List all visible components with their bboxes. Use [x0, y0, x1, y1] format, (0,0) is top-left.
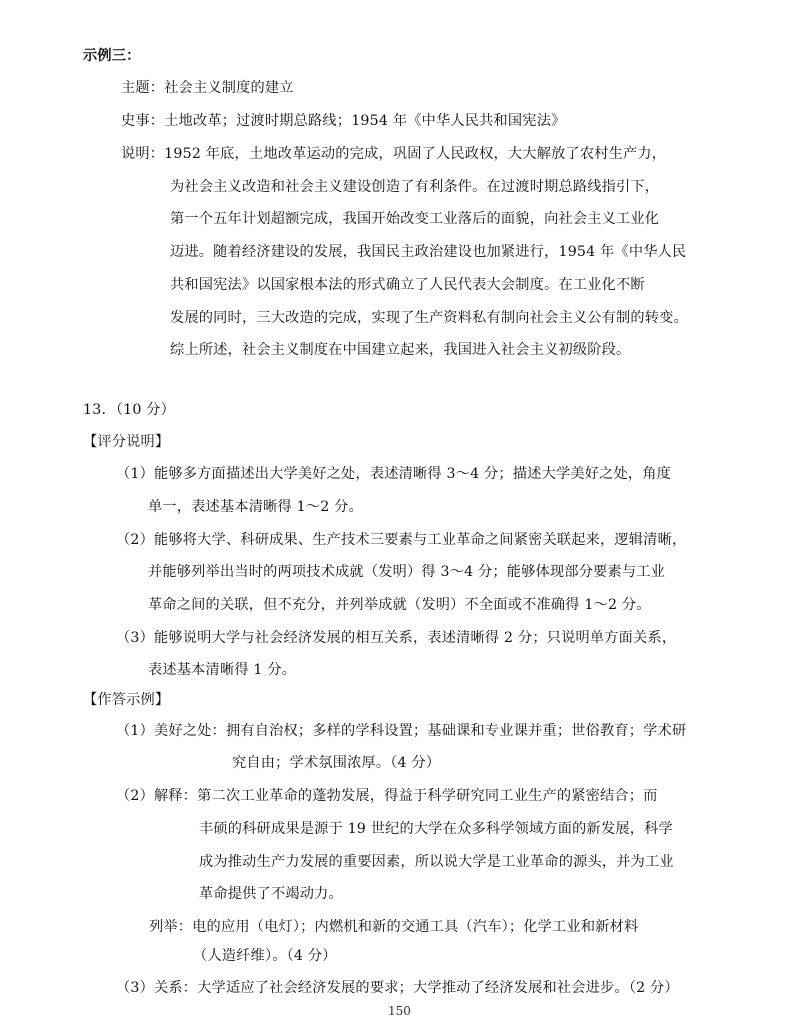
example3-explanation-line: 第一个五年计划超额完成，我国开始改变工业落后的面貌，向社会主义工业化 [170, 211, 660, 227]
scoring-line: 革命之间的关联，但不充分，并列举成就（发明）不全面或不准确得 1～2 分。 [148, 597, 651, 613]
answer-line: （人造纤维）。（4 分） [193, 948, 337, 964]
answer-line: （2）解释：第二次工业革命的蓬勃发展，得益于科学研究同工业生产的紧密结合；而 [116, 788, 658, 804]
question-number: 13．（10 分） [83, 402, 176, 418]
example3-explanation-line: 说明：1952 年底，土地改革运动的完成，巩固了人民政权，大大解放了农村生产力， [121, 146, 667, 162]
answer-line: 究自由；学术氛围浓厚。（4 分） [232, 755, 441, 771]
scoring-line: 表述基本清晰得 1 分。 [148, 662, 297, 678]
scoring-line: （2）能够将大学、科研成果、生产技术三要素与工业革命之间紧密关联起来，逻辑清晰， [116, 532, 687, 548]
scoring-line: （1）能够多方面描述出大学美好之处，表述清晰得 3～4 分；描述大学美好之处，角度 [116, 466, 672, 482]
scoring-line: 单一，表述基本清晰得 1～2 分。 [148, 499, 363, 515]
example3-theme: 主题：社会主义制度的建立 [121, 80, 294, 96]
scoring-line: （3）能够说明大学与社会经济发展的相互关系，表述清晰得 2 分；只说明单方面关系， [116, 630, 677, 646]
scoring-line: 并能够列举出当时的两项技术成就（发明）得 3～4 分；能够体现部分要素与工业 [148, 564, 666, 580]
example3-heading: 示例三： [83, 48, 141, 64]
answer-title: 【作答示例】 [83, 692, 170, 708]
example3-explanation-line: 综上所述，社会主义制度在中国建立起来，我国进入社会主义初级阶段。 [170, 342, 631, 358]
answer-line: 丰硕的科研成果是源于 19 世纪的大学在众多科学领域方面的新发展，科学 [199, 821, 673, 837]
answer-line: （1）美好之处：拥有自治权；多样的学科设置；基础课和专业课并重；世俗教育；学术研 [116, 723, 687, 739]
answer-line: 列举：电的应用（电灯）；内燃机和新的交通工具（汽车）；化学工业和新材料 [149, 919, 639, 935]
answer-line: 成为推动生产力发展的重要因素，所以说大学是工业革命的源头，并为工业 [199, 854, 674, 870]
page-number: 150 [388, 1004, 411, 1018]
example3-explanation-line: 共和国宪法》以国家根本法的形式确立了人民代表大会制度。在工业化不断 [170, 277, 645, 293]
scoring-title: 【评分说明】 [83, 434, 170, 450]
example3-events: 史事：土地改革；过渡时期总路线；1954 年《中华人民共和国宪法》 [121, 113, 566, 129]
example3-explanation-line: 发展的同时，三大改造的完成，实现了生产资料私有制向社会主义公有制的转变。 [170, 310, 688, 326]
answer-line: （3）关系：大学适应了社会经济发展的要求；大学推动了经济发展和社会进步。（2 分） [116, 980, 679, 996]
example3-explanation-line: 为社会主义改造和社会主义建设创造了有利条件。在过渡时期总路线指引下， [170, 179, 660, 195]
answer-line: 革命提供了不竭动力。 [199, 886, 343, 902]
example3-explanation-line: 迈进。随着经济建设的发展，我国民主政治建设也加紧进行，1954 年《中华人民 [170, 244, 687, 260]
